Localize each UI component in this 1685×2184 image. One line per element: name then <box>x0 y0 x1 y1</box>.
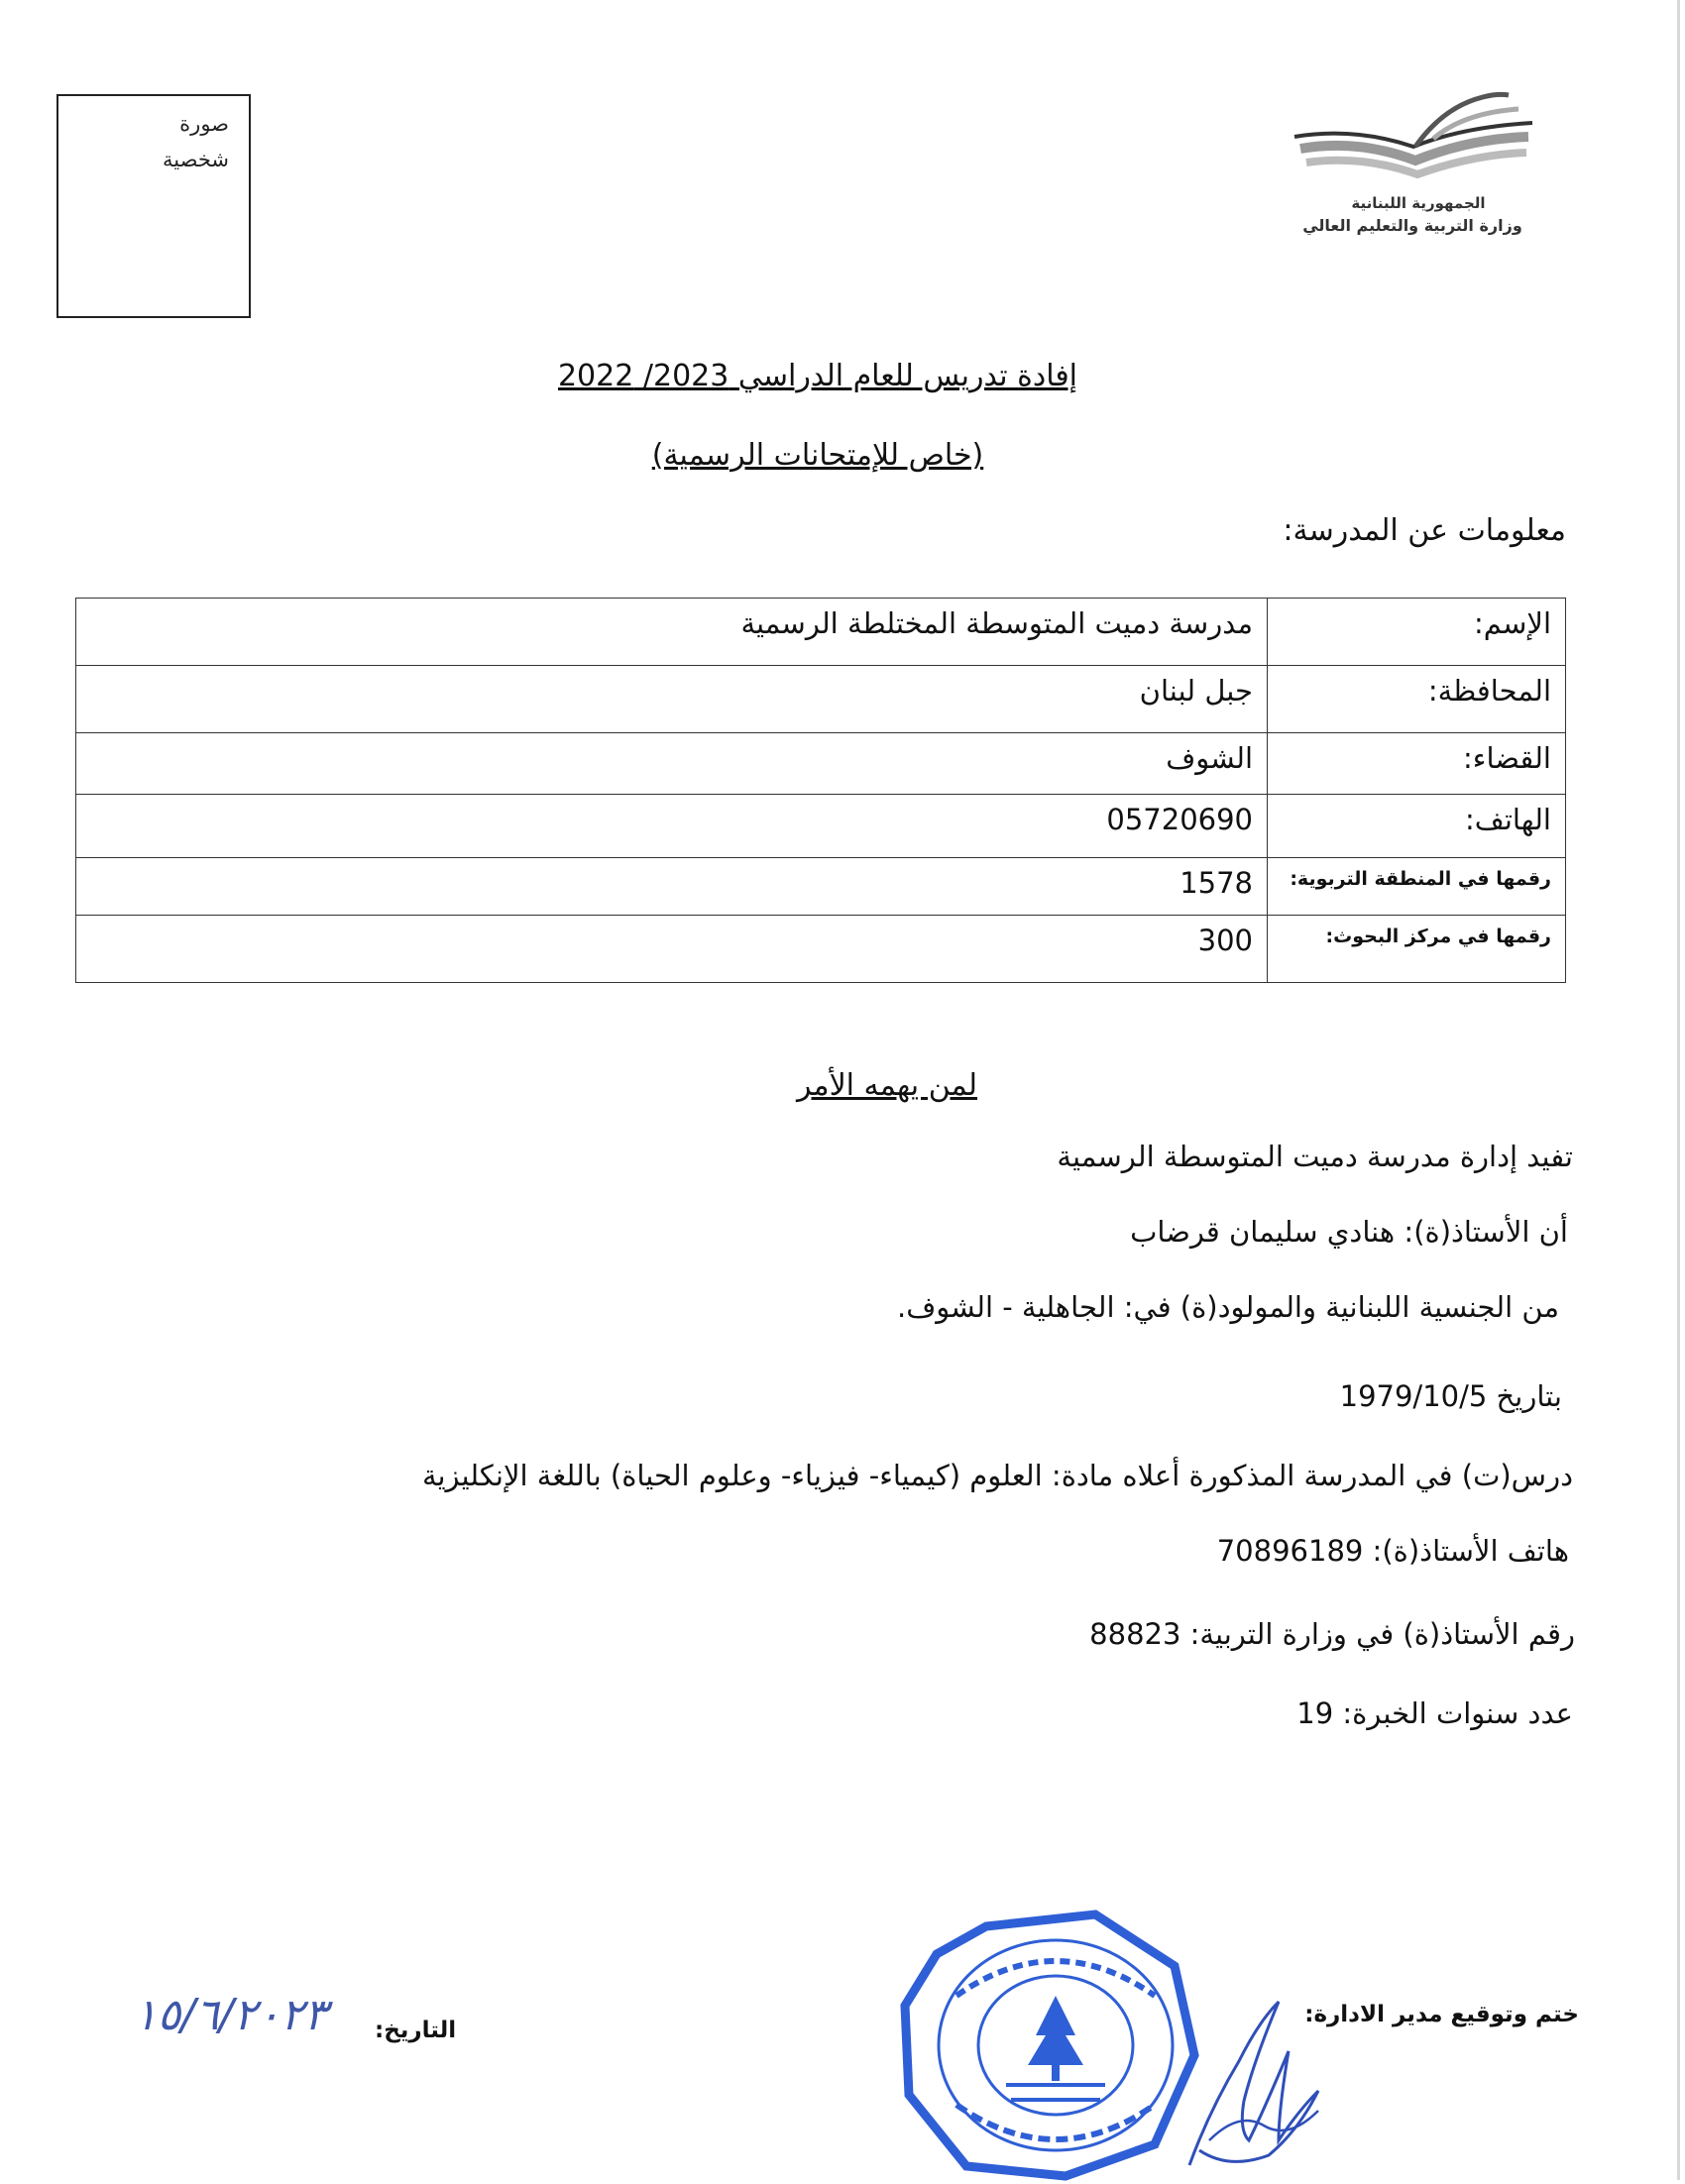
table-row <box>76 599 1566 666</box>
school-section-label: معلومات عن المدرسة: <box>1283 513 1566 548</box>
logo-ministry-text: وزارة التربية والتعليم العالي <box>1302 216 1522 235</box>
phone-value: 05720690 <box>76 795 1268 858</box>
body-line: بتاريخ 1979/10/5 <box>1339 1379 1562 1413</box>
open-book-icon <box>1285 87 1542 196</box>
body-line: من الجنسية اللبنانية والمولود(ة) في: الجاهلية - الشوف. <box>896 1290 1559 1324</box>
table-row <box>76 858 1566 916</box>
district-value: الشوف <box>76 733 1268 795</box>
photo-placeholder <box>56 94 251 318</box>
table-row <box>76 916 1566 983</box>
date-label: التاريخ: <box>375 2018 457 2043</box>
body-line: رقم الأستاذ(ة) في وزارة التربية: 88823 <box>1089 1617 1575 1651</box>
table-row <box>76 795 1566 858</box>
handwritten-date: ١٥/٦/٢٠٢٣ <box>134 1990 328 2040</box>
director-signature-icon <box>1170 1992 1333 2175</box>
addressee-heading: لمن يهمه الأمر <box>796 1068 978 1103</box>
table-row <box>76 666 1566 733</box>
photo-label <box>163 106 229 177</box>
table-row <box>76 733 1566 795</box>
document-subtitle: (خاص للإمتحانات الرسمية) <box>651 438 984 473</box>
logo-republic-text: الجمهورية اللبنانية <box>1351 194 1486 212</box>
school-name-label: الإسم: <box>1268 599 1566 666</box>
education-region-number-value: 1578 <box>76 858 1268 916</box>
school-name-value: مدرسة دميت المتوسطة المختلطة الرسمية <box>76 599 1268 666</box>
photo-label-line2: شخصية <box>163 148 229 171</box>
body-line: درس(ت) في المدرسة المذكورة أعلاه مادة: العلوم (كيمياء- فيزياء- وعلوم الحياة) باللغة الإنكليزية <box>421 1459 1573 1492</box>
governorate-value: جبل لبنان <box>76 666 1268 733</box>
district-label: القضاء: <box>1268 733 1566 795</box>
document-title: إفادة تدريس للعام الدراسي 2023/ 2022 <box>557 359 1078 393</box>
body-line: عدد سنوات الخبرة: 19 <box>1296 1696 1573 1730</box>
signature-label: ختم وتوقيع مدير الادارة: <box>1304 2002 1579 2027</box>
school-stamp-icon <box>897 1907 1204 2184</box>
body-line: تفيد إدارة مدرسة دميت المتوسطة الرسمية <box>1057 1140 1573 1173</box>
governorate-label: المحافظة: <box>1268 666 1566 733</box>
photo-label-line1: صورة <box>179 112 229 136</box>
school-info-table <box>75 598 1566 983</box>
ministry-logo <box>1285 87 1542 246</box>
body-line: أن الأستاذ(ة): هنادي سليمان قرضاب <box>1130 1215 1568 1249</box>
research-center-number-value: 300 <box>76 916 1268 983</box>
phone-label: الهاتف: <box>1268 795 1566 858</box>
research-center-number-label: رقمها في مركز البحوث: <box>1268 916 1566 983</box>
body-line: هاتف الأستاذ(ة): 70896189 <box>1216 1534 1569 1568</box>
education-region-number-label: رقمها في المنطقة التربوية: <box>1268 858 1566 916</box>
